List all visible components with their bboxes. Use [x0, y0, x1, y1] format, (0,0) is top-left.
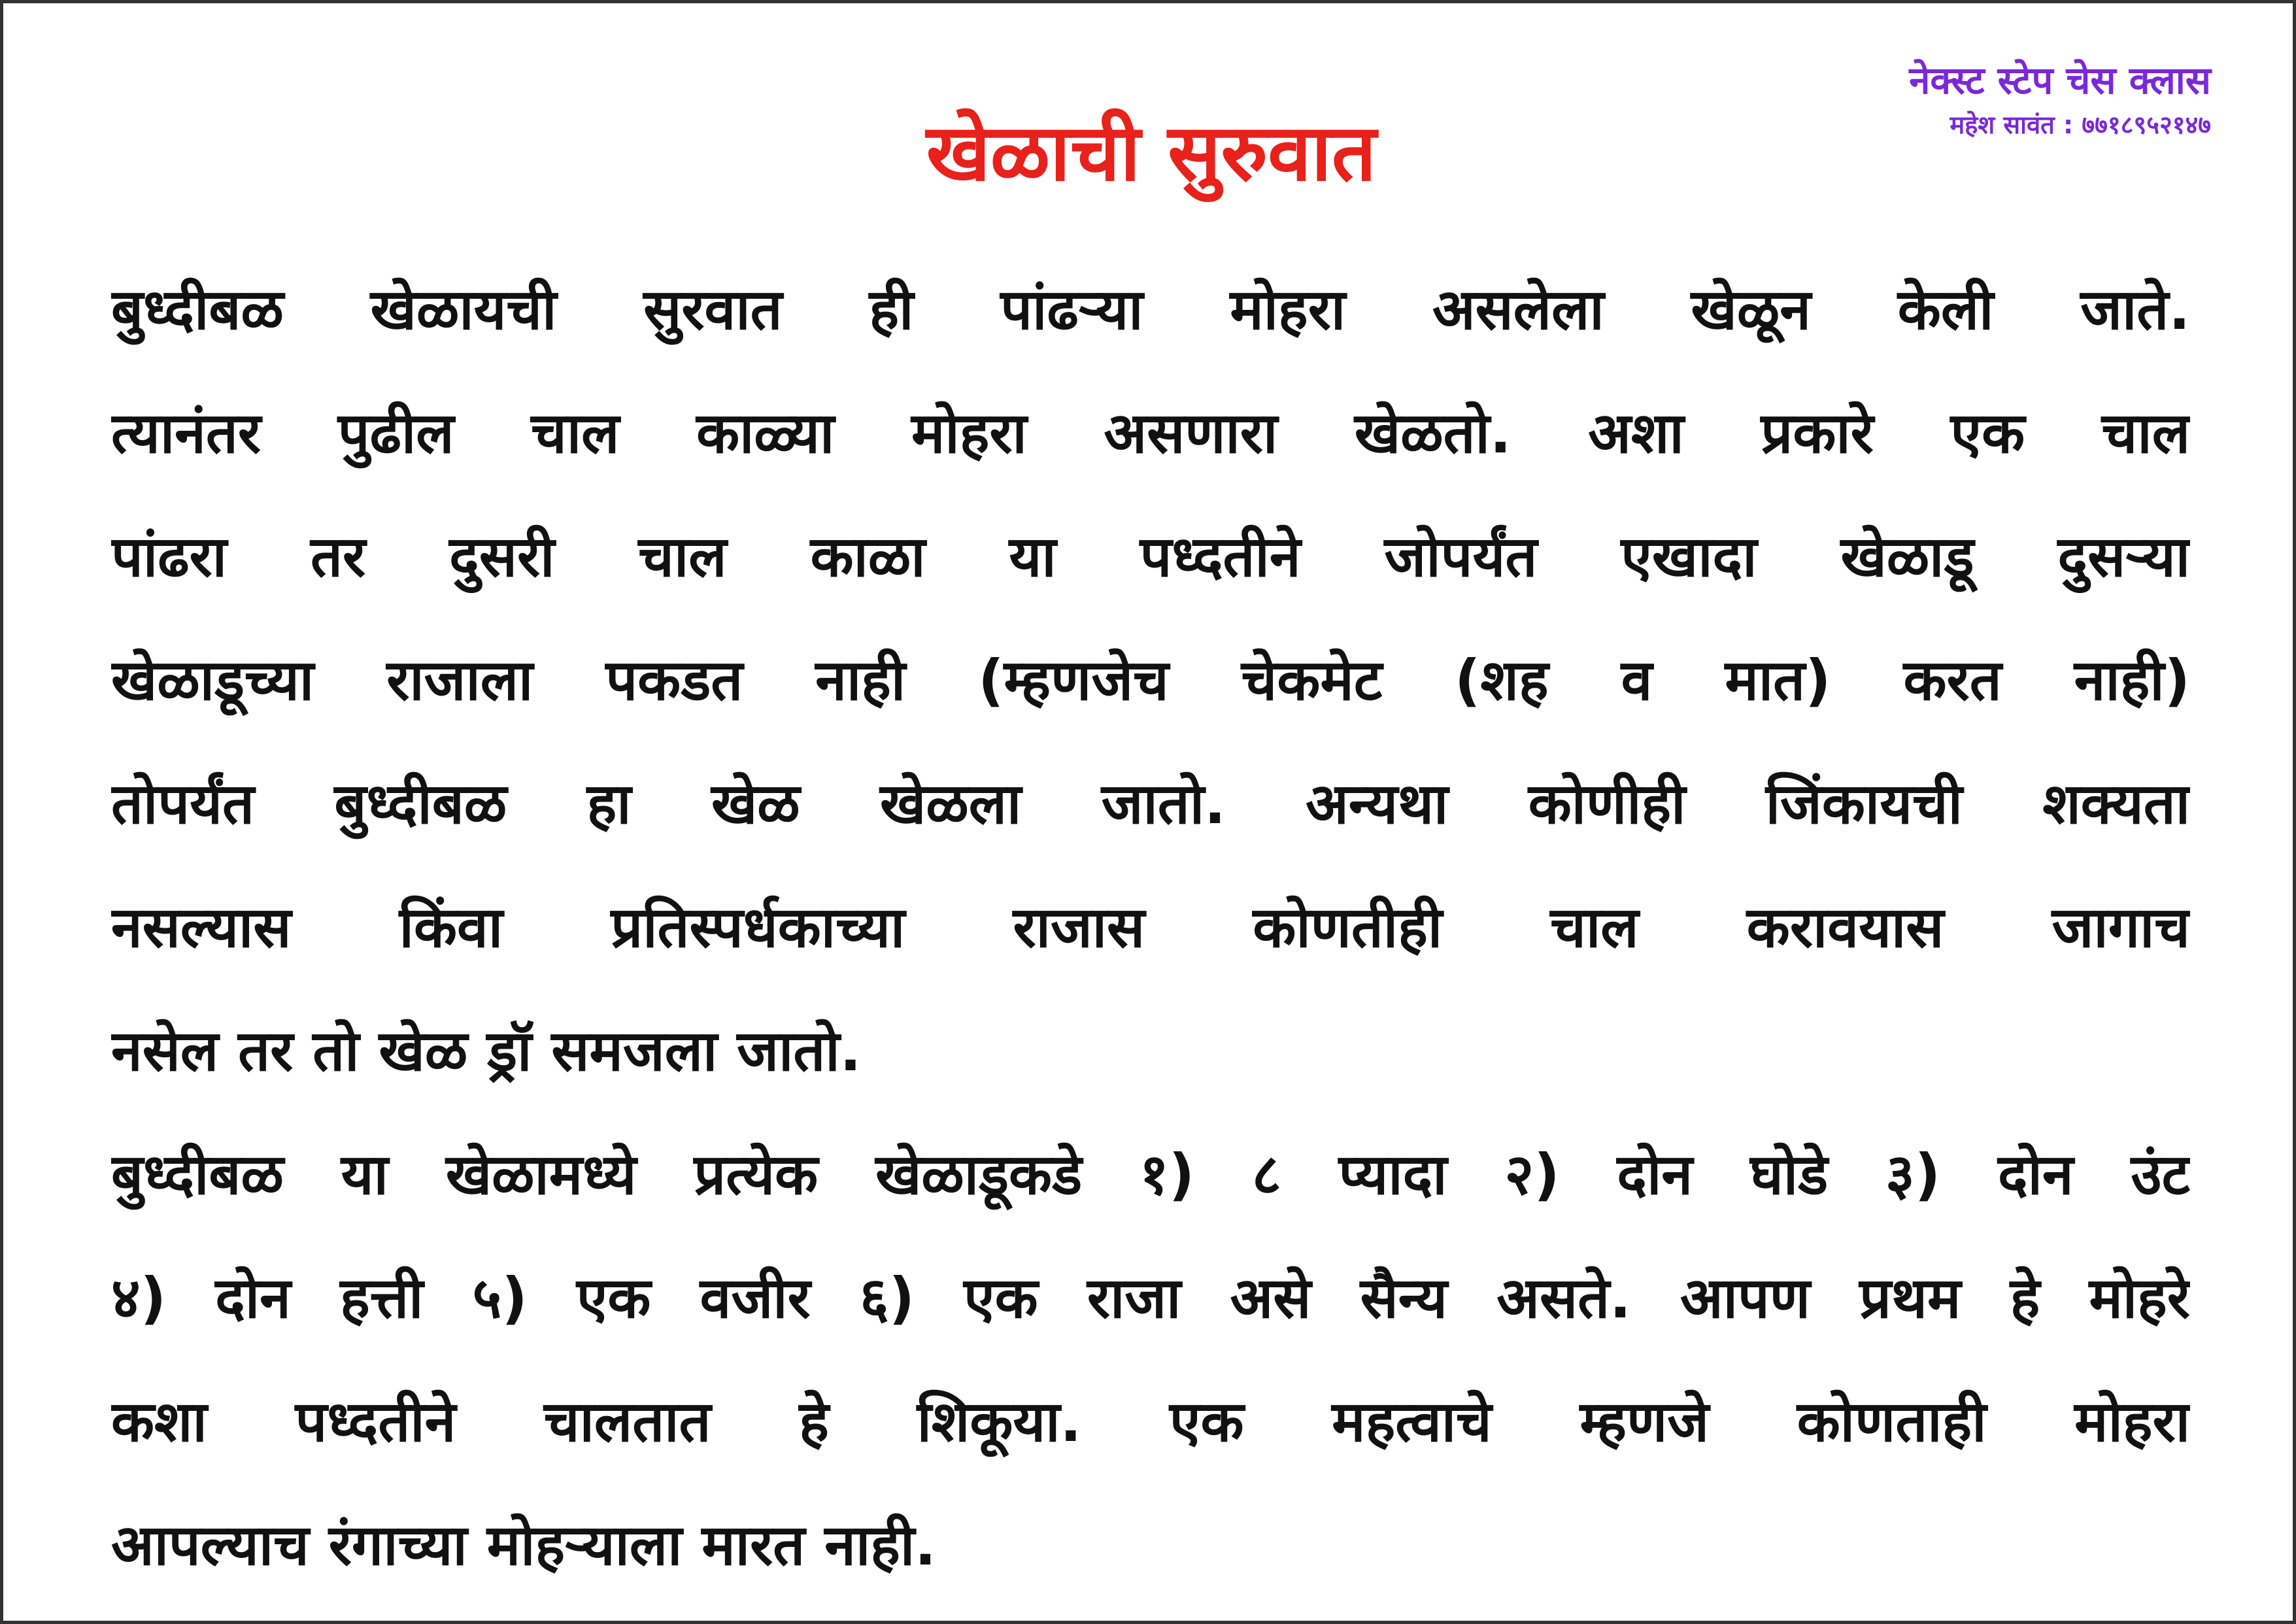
text-line: बुध्दीबळ खेळायची सुरवात ही पांढऱ्या मोहरा असलेला खेळून केली जाते.: [111, 277, 2190, 343]
text-line: पांढरा तर दुसरी चाल काळा या पध्दतीने जोपर्यंत एखादा खेळाडू दुसऱ्या: [111, 524, 2190, 590]
text-line: आपल्याच रंगाच्या मोहऱ्याला मारत नाही.: [111, 1513, 936, 1578]
text-line: नसल्यास किंवा प्रतिस्पर्धकाच्या राजास कोणतीही चाल करावयास जागाच: [111, 895, 2190, 960]
text-line: तोपर्यंत बुध्दीबळ हा खेळ खेळला जातो. अन्यथा कोणीही जिंकायची शक्यता: [111, 771, 2190, 837]
text-line: त्यानंतर पुढील चाल काळ्या मोहरा असणारा खेळतो. अशा प्रकारे एक चाल: [111, 401, 2190, 466]
text-line: नसेल तर तो खेळ ड्रॉ समजला जातो.: [111, 1019, 862, 1084]
text-line: कशा पध्दतीने चालतात हे शिकूया. एक महत्वाचे म्हणजे कोणताही मोहरा: [111, 1389, 2190, 1455]
text-line: बुध्दीबळ या खेळामध्ये प्रत्येक खेळाडूकडे १) ८ प्यादा २) दोन घोडे ३) दोन उंट: [111, 1142, 2190, 1208]
text-line: खेळाडूच्या राजाला पकडत नाही (म्हणजेच चेकमेट (शह व मात) करत नाही): [111, 648, 2190, 713]
brand-name: नेक्स्ट स्टेप चेस क्लास: [1909, 58, 2211, 103]
brand-contact: महेश सावंत : ७७१८९५२१४७: [1950, 110, 2211, 139]
body-text: [111, 248, 2190, 1608]
page-title: खेळाची सुरुवात: [926, 108, 1377, 199]
text-line: ४) दोन हत्ती ५) एक वजीर ६) एक राजा असे सैन्य असते. आपण प्रथम हे मोहरे: [111, 1266, 2190, 1331]
